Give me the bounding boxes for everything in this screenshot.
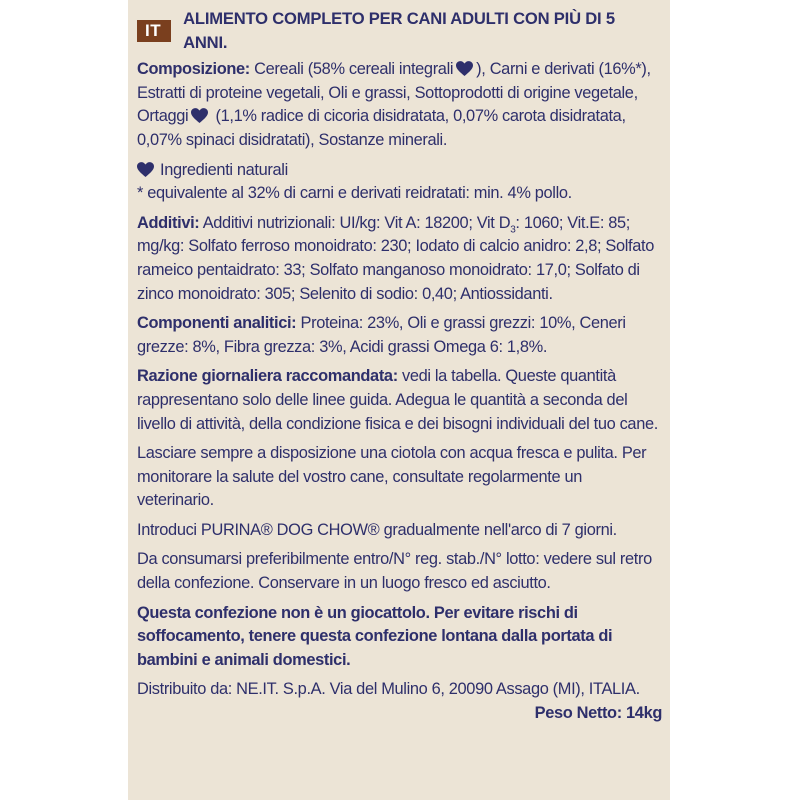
composition-section: [137, 58, 662, 152]
additives-text-2: : 1060; Vit.E: 85; mg/kg: Solfato ferroso monoidrato: 230; Iodato di calcio anidro: 2,8; Solfato rameico pentaidrato: 33; Solfato manganoso monoidrato: 17,0; Solfato di zinco monoidrato: 305; Selenito di sodio: 0,40; Antiossidanti.: [137, 213, 654, 303]
ration-section: [137, 365, 662, 436]
additives-subscript: 3: [510, 224, 516, 236]
natural-ingredients-text: Ingredienti naturali: [160, 160, 288, 179]
analytical-text: Proteina: 23%, Oli e grassi grezzi: 10%, Ceneri grezze: 8%, Fibra grezza: 3%, Acidi grassi Omega 6: 1,8%.: [137, 314, 626, 356]
natural-ingredients-line: [137, 159, 662, 183]
language-badge: IT: [137, 20, 171, 42]
header: [137, 7, 662, 54]
heart-icon: [191, 108, 208, 123]
composition-text-1: Cereali (58% cereali integrali: [249, 60, 454, 79]
ration-label: Razione giornaliera raccomandata:: [137, 367, 398, 386]
composition-text-2: ), Carni e derivati (16%*), Estratti di proteine vegetali, Oli e grassi, Sottoprodotti di origine vegetale, Ortaggi: [137, 60, 651, 126]
equivalent-note: * equivalente al 32% di carni e derivati reidratati: min. 4% pollo.: [137, 184, 572, 203]
analytical-label: Componenti analitici:: [137, 314, 297, 333]
warning-note: Questa confezione non è un giocattolo. Per evitare rischi di soffocamento, tenere questa confezione lontana dalla portata di bambini e animali domestici.: [137, 603, 613, 669]
storage-note: Da consumarsi preferibilmente entro/N° reg. stab./N° lotto: vedere sul retro della confezione. Conservare in un luogo fresco ed asciutto.: [137, 550, 652, 593]
additives-label: Additivi:: [137, 213, 200, 232]
introduce-note: Introduci PURINA® DOG CHOW® gradualmente nell'arco di 7 giorni.: [137, 520, 617, 539]
additives-text-1: Additivi nutrizionali: UI/kg: Vit A: 18200; Vit D: [199, 213, 511, 232]
ration-text: vedi la tabella. Queste quantità rappresentano solo delle linee guida. Adegua le quantità a seconda del livello di attività, della condizione fisica e dei bisogni individuali del tuo cane.: [137, 367, 658, 433]
composition-label: Composizione:: [137, 60, 250, 79]
additives-section: [137, 212, 662, 306]
water-note: Lasciare sempre a disposizione una ciotola con acqua fresca e pulita. Per monitorare la salute del vostro cane, consultate regolarmente un veterinario.: [137, 444, 647, 510]
net-weight: Peso Netto: 14kg: [534, 704, 662, 723]
page-title: ALIMENTO COMPLETO PER CANI ADULTI CON PIÙ DI 5 ANNI.: [183, 9, 615, 52]
composition-text-3: (1,1% radice di cicoria disidratata, 0,07% carota disidratata, 0,07% spinaci disidratati), Sostanze minerali.: [137, 107, 626, 149]
analytical-section: [137, 312, 662, 359]
distributor-line: Distribuito da: NE.IT. S.p.A. Via del Mulino 6, 20090 Assago (MI), ITALIA.: [137, 680, 640, 699]
label-panel: [128, 0, 670, 800]
heart-icon: [456, 61, 473, 76]
heart-icon: [137, 162, 154, 177]
